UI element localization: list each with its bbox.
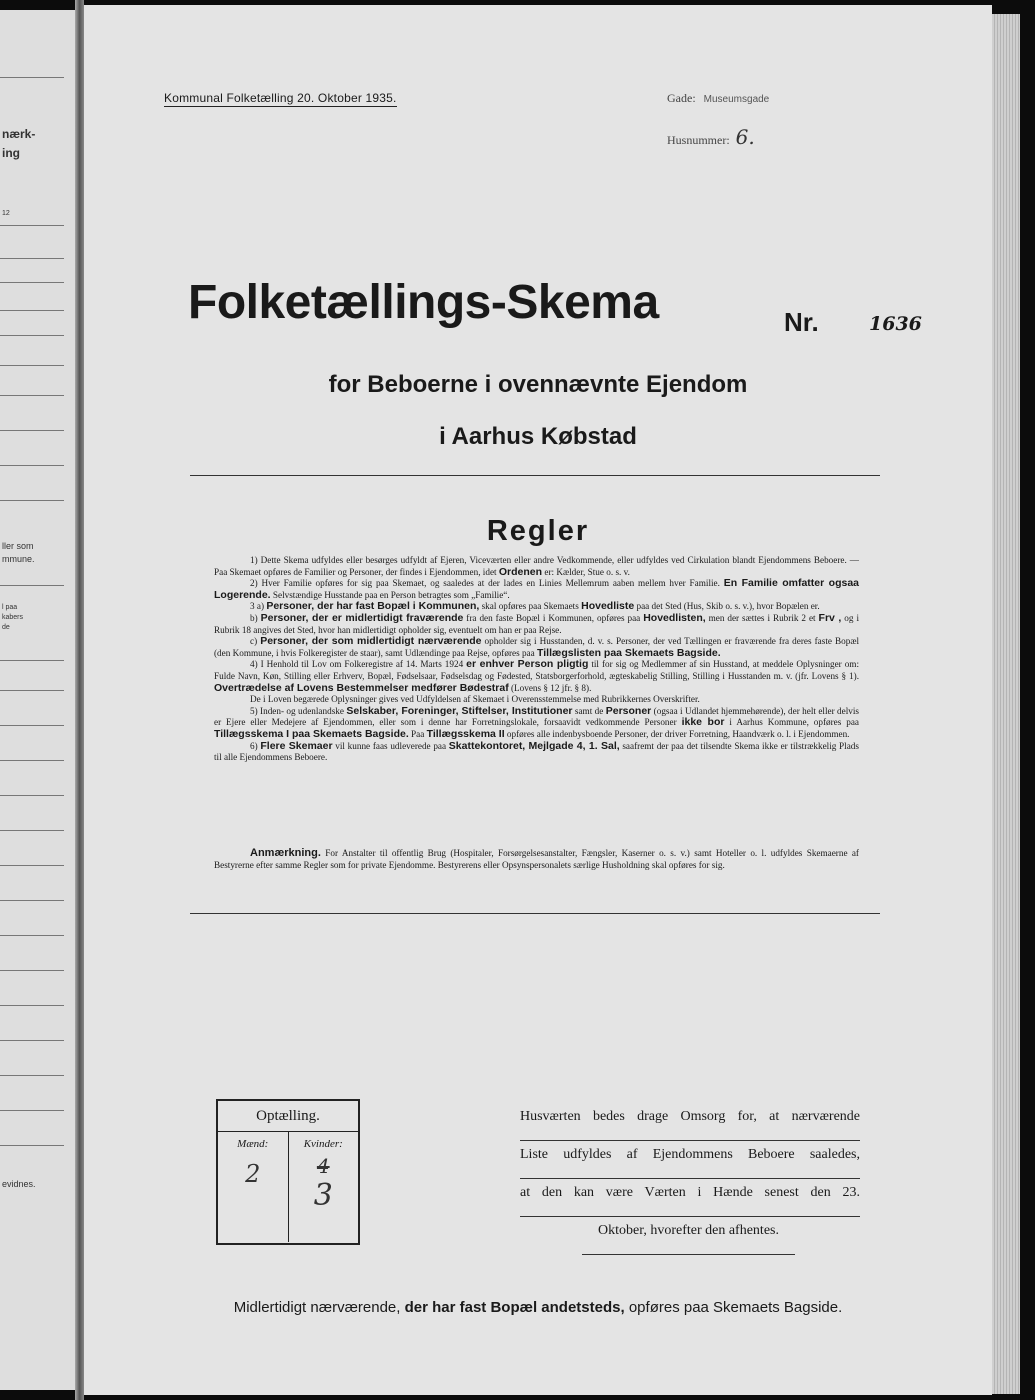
divider: [0, 760, 64, 761]
divider: [0, 1040, 64, 1041]
house-number-row: [667, 125, 755, 149]
divider: [0, 660, 64, 661]
divider: [0, 970, 64, 971]
census-header: Kommunal Folketælling 20. Oktober 1935.: [164, 91, 397, 105]
rule-paragraph: [214, 613, 859, 636]
notice-line: Husværten bedes drage Omsorg for, at nærværende: [520, 1103, 860, 1141]
footer-text: opføres paa Skemaets Bagside.: [624, 1299, 843, 1316]
rule-paragraph: [214, 659, 859, 694]
emphasis-text: Frv ,: [818, 611, 842, 624]
fragment-text: ller som: [2, 541, 34, 551]
rule-paragraph: [214, 741, 859, 764]
women-count-handwritten: 3: [313, 1178, 333, 1213]
emphasis-text: Overtrædelse af Lovens Bestemmelser medfører Bødestraf: [214, 681, 509, 694]
footer-emphasis: der har fast Bopæl andetsteds,: [404, 1299, 625, 1316]
emphasis-text: Personer, der er midlertidigt fraværende: [260, 611, 464, 624]
body-text: (ogsaa i Udlandet hjemmehørende), der helt eller delvis er Ejere eller Medejere af Ejendommen, eller som i denne har Forretningslokale, forsaavidt vedkommende Personer: [214, 705, 859, 728]
form-number-value: 1636: [869, 313, 922, 335]
divider: [0, 1145, 64, 1146]
emphasis-text: Personer, der har fast Bopæl i Kommunen,: [266, 600, 480, 613]
rule-paragraph: [214, 706, 859, 741]
divider: [0, 465, 64, 466]
landlord-notice: [520, 1103, 860, 1255]
body-text: fra den faste Bopæl i Kommunen, opføres paa: [463, 612, 644, 623]
emphasis-text: Flere Skemaer: [260, 739, 333, 752]
body-text: samt de: [572, 705, 606, 716]
divider: [0, 310, 64, 311]
body-text: 4) I Henhold til Lov om Folkeregistre af 14. Marts 1924: [250, 659, 467, 670]
form-subtitle: for Beboerne i ovennævnte Ejendom: [328, 371, 748, 398]
rule-paragraph: [214, 636, 859, 659]
rule-paragraph: [214, 555, 859, 578]
divider: [0, 430, 64, 431]
body-text: b): [250, 612, 261, 623]
body-text: er: Kælder, Stue o. s. v.: [542, 566, 630, 577]
divider: [0, 830, 64, 831]
house-number-label: Husnummer:: [667, 133, 730, 147]
body-text: vil kunne faas udleverede paa: [332, 740, 449, 751]
divider: [0, 795, 64, 796]
form-location: i Aarhus Købstad: [439, 423, 637, 450]
divider: [0, 900, 64, 901]
divider: [0, 258, 64, 259]
divider: [0, 282, 64, 283]
divider: [0, 935, 64, 936]
count-box-title: Optælling.: [218, 1101, 358, 1132]
fragment-text: kabers: [2, 614, 24, 621]
page-edges: [992, 14, 1020, 1394]
divider: [0, 395, 64, 396]
notice-line: at den kan være Værten i Hænde senest den 23.: [520, 1179, 860, 1217]
rules-body: [214, 555, 859, 764]
notice-line: Oktober, hvorefter den afhentes.: [582, 1217, 795, 1255]
body-text: c): [250, 636, 261, 647]
emphasis-text: ikke bor: [681, 716, 725, 729]
body-text: men der sættes i Rubrik 2 et: [705, 612, 819, 623]
emphasis-text: En Familie omfatter ogsaa Logerende.: [214, 577, 860, 601]
count-box: [216, 1099, 360, 1245]
notice-line: Liste udfyldes af Ejendommens Beboere saaledes,: [520, 1141, 860, 1179]
body-text: 2) Hver Familie opføres for sig paa Skemaet, og saaledes at der lades en Linies Mellemrum aaben mellem hver Familie.: [250, 578, 724, 589]
women-count-column: [288, 1132, 359, 1242]
remark-text: [214, 848, 859, 871]
body-text: opføres alle indenbysboende Personer, der driver Forretning, Haandværk o. l. i Ejendommen.: [504, 728, 850, 739]
divider: [0, 725, 64, 726]
fragment-text: de: [2, 624, 10, 631]
footer-note: [84, 1299, 992, 1316]
men-count-column: [218, 1132, 288, 1242]
emphasis-text: er enhver Person pligtig: [466, 658, 589, 671]
women-label: Kvinder:: [303, 1138, 343, 1150]
body-text: 5) Inden- og udenlandske: [250, 705, 347, 716]
emphasis-text: Skattekontoret, Mejlgade 4, 1. Sal,: [448, 739, 620, 752]
divider: [0, 690, 64, 691]
emphasis-text: Tillægslisten paa Skemaets Bagside.: [537, 646, 721, 659]
street-value: Museumsgade: [703, 94, 770, 105]
emphasis-text: Anmærkning.: [250, 847, 321, 859]
body-text: skal opføres paa Skemaets: [479, 601, 582, 612]
fragment-text: ing: [2, 146, 20, 160]
body-text: (Lovens § 12 jfr. § 8).: [508, 682, 592, 693]
body-text: Paa: [408, 728, 427, 739]
emphasis-text: Ordenen: [498, 565, 543, 578]
body-text: saafremt der paa det tilsendte Skema ikke er tilstrækkelig Plads til alle Ejendommens Beboere.: [214, 740, 859, 763]
fragment-text: 12: [2, 210, 10, 217]
remark-paragraph: [214, 848, 859, 871]
left-page-fragment: [0, 10, 75, 1390]
body-text: og i Rubrik 18 angives det Sted, hvor han midlertidigt opholder sig, eventuelt om han er paa Rejse.: [214, 612, 859, 635]
divider: [0, 365, 64, 366]
census-form-page: [84, 5, 992, 1395]
emphasis-text: Hovedliste: [581, 600, 635, 613]
rules-heading: Regler: [486, 515, 590, 547]
body-text: De i Loven begærede Oplysninger gives ved Udfyldelsen af Skemaet i Overensstemmelse med Rubrikkernes Overskrifter.: [250, 694, 700, 705]
book-gutter: [75, 0, 84, 1400]
body-text: Selvstændige Husstande paa en Person betragtes som „Familie“.: [270, 589, 510, 600]
divider: [0, 865, 64, 866]
emphasis-text: Personer, der som midlertidigt nærværende: [260, 635, 482, 648]
divider: [0, 77, 64, 78]
body-text: For Anstalter til offentlig Brug (Hospitaler, Forsørgelsesanstalter, Fængsler, Kaserner o. s. v.) samt Hoteller o. l. udfyldes Skemaerne af Bestyrerne efter samme Regler som for private Ejendomme. Bestyrerens eller Opsynspersonalets særlige Husholdning skal opføres for sig.: [214, 848, 859, 870]
rule-paragraph: [214, 578, 859, 601]
body-text: i Aarhus Kommune, opføres paa: [724, 717, 859, 728]
divider: [0, 500, 64, 501]
street-label: Gade:: [667, 91, 696, 105]
form-number-label: Nr.: [784, 307, 819, 337]
body-text: 3 a): [250, 601, 267, 612]
divider: [0, 1110, 64, 1111]
divider: [190, 475, 880, 476]
emphasis-text: Personer: [605, 704, 652, 717]
emphasis-text: Hovedlisten,: [643, 611, 706, 624]
divider: [0, 1005, 64, 1006]
house-number-value: 6.: [735, 125, 755, 149]
body-text: 6): [250, 740, 261, 751]
body-text: 1) Dette Skema udfyldes eller besørges udfyldt af Ejeren, Viceværten eller andre Vedkommende, eller udfyldes ved Cirkulation blandt Ejendommens Beboere. — Paa Skemaet opføres de Familier og Personer, der findes i Ejendommen, idet: [214, 555, 859, 577]
divider: [0, 1075, 64, 1076]
emphasis-text: Selskaber, Foreninger, Stiftelser, Institutioner: [346, 704, 573, 717]
fragment-text: evidnes.: [2, 1179, 36, 1189]
fragment-text: mmune.: [2, 554, 35, 564]
divider: [0, 225, 64, 226]
street-row: [667, 91, 769, 106]
women-count-struck: 4: [316, 1154, 330, 1178]
body-text: til for sig og Medlemmer af sin Husstand, at meddele Oplysninger om: Fulde Navn, Køn, Stilling eller Erhverv, Bopæl, Fødselsaar, Fødselsdag og Fødested, Statsborgerforhold, ægteskabelig Stilling, Stilling i Husstanden m. v. (jfr. Lovens § 1).: [214, 659, 859, 681]
form-title: Folketællings-Skema: [188, 276, 659, 329]
emphasis-text: Tillægsskema II: [426, 727, 505, 740]
divider: [0, 585, 64, 586]
divider: [190, 913, 880, 914]
divider: [0, 335, 64, 336]
fragment-text: nærk-: [2, 127, 36, 141]
body-text: paa det Sted (Hus, Skib o. s. v.), hvor Bopælen er.: [634, 601, 820, 612]
emphasis-text: Tillægsskema I paa Skemaets Bagside.: [214, 727, 409, 740]
fragment-text: l paa: [2, 604, 18, 611]
men-label: Mænd:: [237, 1138, 269, 1150]
body-text: opholder sig i Husstanden, d. v. s. Personer, der ved Tællingen er fraværende fra deres faste Bopæl (den Kommune, i hvis Folkeregister de staar), samt Udlændinge paa Rejse, opføres paa: [214, 636, 860, 658]
footer-text: Midlertidigt nærværende,: [233, 1299, 405, 1316]
men-count-handwritten: 2: [245, 1160, 261, 1188]
